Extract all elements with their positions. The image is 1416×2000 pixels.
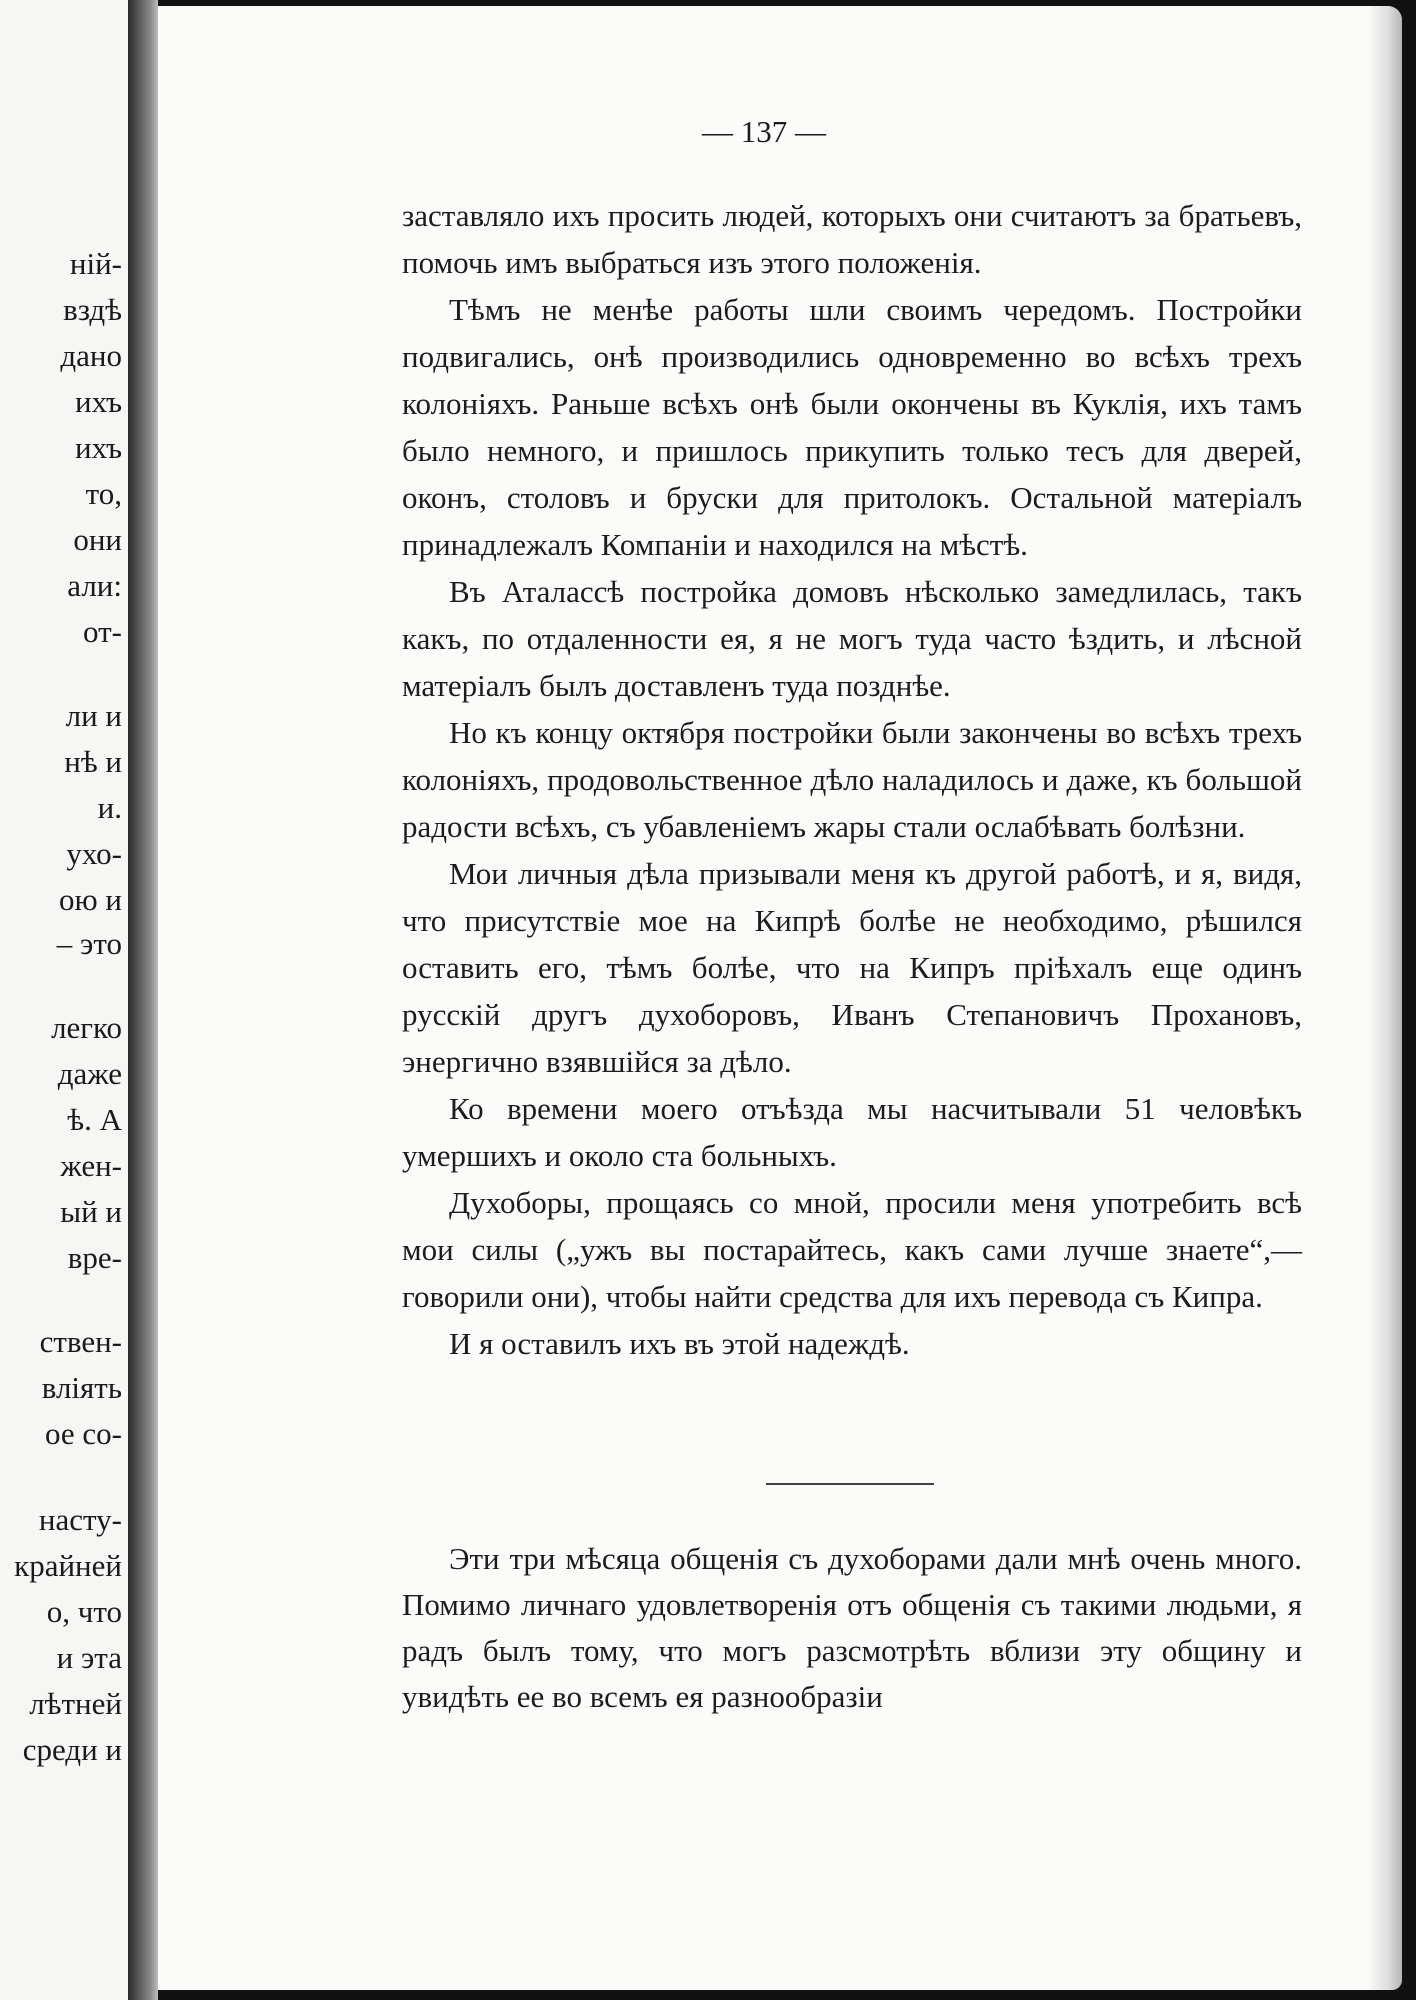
left-fragment: они — [73, 522, 122, 557]
left-fragment: ствен- — [39, 1324, 122, 1359]
left-fragment: жен- — [60, 1148, 122, 1183]
left-fragment: вліять — [41, 1370, 122, 1405]
left-fragment: насту- — [38, 1502, 122, 1537]
left-fragment: ый и — [60, 1194, 122, 1229]
left-fragment: о, что — [46, 1594, 122, 1629]
left-fragment: ѣ. А — [67, 1102, 122, 1137]
left-fragment: и. — [97, 790, 122, 825]
left-fragment: среди и — [22, 1732, 122, 1767]
closing-text — [402, 1536, 1302, 1720]
paragraph: Но къ концу октября постройки были закончены во всѣхъ трехъ колоніяхъ, продовольственное дѣло наладилось и даже, къ большой радости всѣхъ, съ убавленіемъ жары стали ослабѣвать болѣзни. — [402, 715, 1302, 844]
left-fragment: ли и — [65, 698, 122, 733]
paragraph: Въ Аталассѣ постройка домовъ нѣсколько замедлилась, такъ какъ, по отдаленности ея, я не могъ туда часто ѣздить, и лѣсной матеріалъ былъ доставленъ туда позднѣе. — [402, 574, 1302, 703]
left-fragment: и эта — [56, 1640, 122, 1675]
left-fragment: ихъ — [75, 430, 122, 465]
left-page-edge — [0, 0, 128, 2000]
paragraph: Тѣмъ не менѣе работы шли своимъ чередомъ. Постройки подвигались, онѣ производились одновременно во всѣхъ трехъ колоніяхъ. Раньше всѣхъ онѣ были окончены въ Куклія, ихъ тамъ было немного, и пришлось прикупить только тесъ для дверей, оконъ, столовъ и бруски для притолокъ. Остальной матеріалъ принадлежалъ Компаніи и находился на мѣстѣ. — [402, 292, 1302, 562]
left-fragment: вре- — [67, 1240, 122, 1275]
left-fragment: али: — [67, 568, 122, 603]
left-fragment: ое со- — [45, 1416, 122, 1451]
left-fragment: ихъ — [75, 384, 122, 419]
paragraph: Ко времени моего отъѣзда мы насчитывали 51 человѣкъ умершихъ и около ста больныхъ. — [402, 1091, 1302, 1173]
left-fragment: ній- — [69, 246, 122, 281]
page-edge-shadow — [1368, 6, 1402, 1990]
paragraph: Мои личныя дѣла призывали меня къ другой работѣ, и я, видя, что присутствіе мое на Кипрѣ болѣе не необходимо, рѣшился оставить его, тѣмъ болѣе, что на Кипръ пріѣхалъ еще одинъ русскій другъ духоборовъ, Иванъ Степановичъ Прохановъ, энергично взявшійся за дѣло. — [402, 856, 1302, 1079]
left-fragment: ою и — [59, 882, 122, 917]
left-fragment: ухо- — [66, 836, 122, 871]
paragraph: Эти три мѣсяца общенія съ духоборами дали мнѣ очень много. Помимо личнаго удовлетворенія отъ общенія съ такими людьми, я радъ былъ тому, что могъ разсмотрѣть вблизи эту общину и увидѣть ее во всемъ ея разнообразіи — [402, 1541, 1302, 1714]
paragraph: И я оставилъ ихъ въ этой надеждѣ. — [449, 1326, 910, 1361]
section-divider — [766, 1483, 934, 1485]
left-fragment: то, — [85, 476, 122, 511]
left-fragment: легко — [51, 1010, 122, 1045]
left-fragment: нѣ и — [64, 744, 122, 779]
left-fragment: – это — [56, 926, 122, 961]
paragraph: Духоборы, прощаясь со мной, просили меня употребить всѣ мои силы („ужъ вы постарайтесь, какъ сами лучше знаете“,—говорили они), чтобы найти средства для ихъ перевода съ Кипра. — [402, 1185, 1302, 1314]
book-spine — [128, 0, 158, 2000]
left-fragment: даже — [57, 1056, 122, 1091]
page-number: — 137 — — [702, 114, 826, 149]
left-fragment: от- — [83, 614, 122, 649]
left-fragment: лѣтней — [29, 1686, 122, 1721]
main-text — [402, 192, 1302, 1367]
left-fragment: вздѣ — [63, 292, 122, 327]
left-fragment: дано — [60, 338, 122, 373]
left-fragment: крайней — [14, 1548, 122, 1583]
right-page — [158, 6, 1402, 1990]
paragraph: заставляло ихъ просить людей, которыхъ они считаютъ за братьевъ, помочь имъ выбраться изъ этого положенія. — [402, 198, 1302, 280]
